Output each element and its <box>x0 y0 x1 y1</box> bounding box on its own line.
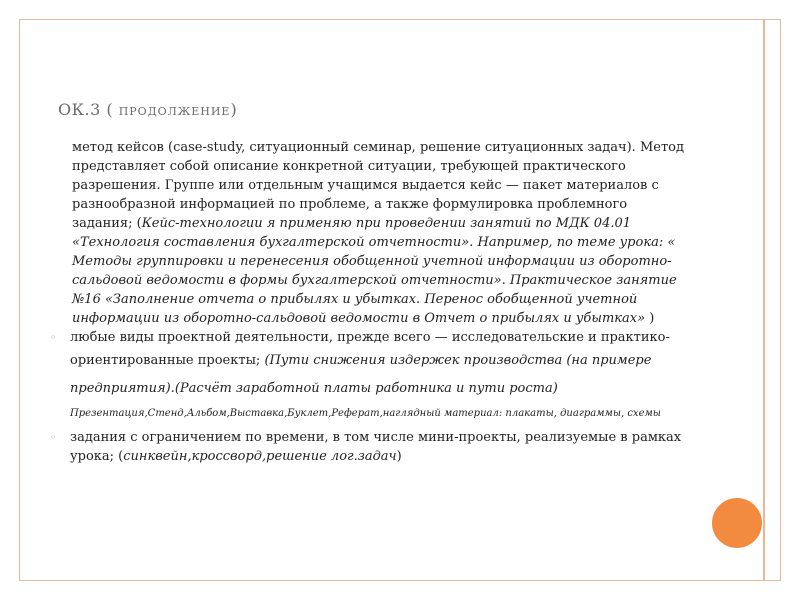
bullet2-plain: задания с ограничением по времени, в том числе мини-проекты, реализуемые в рамках урока; ( <box>70 430 682 464</box>
title-end: ) <box>230 100 238 119</box>
bullet1-small: Презентация,Стенд,Альбом,Выставка,Буклет,Реферат,наглядный материал: плакаты, диаграммы, схемы <box>70 408 661 419</box>
paragraph1-end: ) <box>645 311 655 326</box>
slide-title <box>58 100 237 119</box>
bullet2-end: ) <box>396 449 402 464</box>
bullet-marker-icon: ◦ <box>50 431 57 444</box>
accent-line <box>763 20 765 580</box>
decorative-orange-circle <box>712 498 762 548</box>
bullet1-plain: любые виды проектной деятельности, прежде всего — исследовательские и практико-ориентированные проекты; <box>70 330 670 368</box>
title-main: ОК.3 ( <box>58 100 114 119</box>
paragraph1-italic: Кейс-технологии я применяю при проведении занятий по МДК 04.01 «Технология составления бухгалтерской отчетности». Например, по теме урока: « Методы группировки и перенесения обобщенной учетной информации из оборотно-сальдовой ведомости в формы бухгалтерской отчетности». Практическое занятие №16 «Заполнение отчета о прибылях и убытках. Перенос обобщенной учетной информации из оборотно-сальдовой ведомости в Отчет о прибылях и убытках» <box>72 216 677 326</box>
paragraph-case-method <box>70 138 688 328</box>
slide-content <box>50 138 688 466</box>
bullet-project-activities <box>50 328 688 422</box>
bullet-marker-icon: ◦ <box>50 331 57 344</box>
bullet-timed-tasks <box>50 428 688 466</box>
paragraph1-plain: метод кейсов (case-study, ситуационный семинар, решение ситуационных задач). Метод представляет собой описание конкретной ситуации, требующей практического разрешения. Группе или отдельным учащимся выдается кейс — пакет материалов с разнообразной информацией по проблеме, а также формулировка проблемного задания; ( <box>72 140 684 231</box>
title-subtitle: ПРОДОЛЖЕНИЕ <box>118 105 231 118</box>
bullet1-italic: (Пути снижения издержек производства (на примере предприятия).(Расчёт заработной платы работника и пути роста) <box>70 353 652 396</box>
bullet2-italic: синквейн,кроссворд,решение лог.задач <box>123 449 397 464</box>
